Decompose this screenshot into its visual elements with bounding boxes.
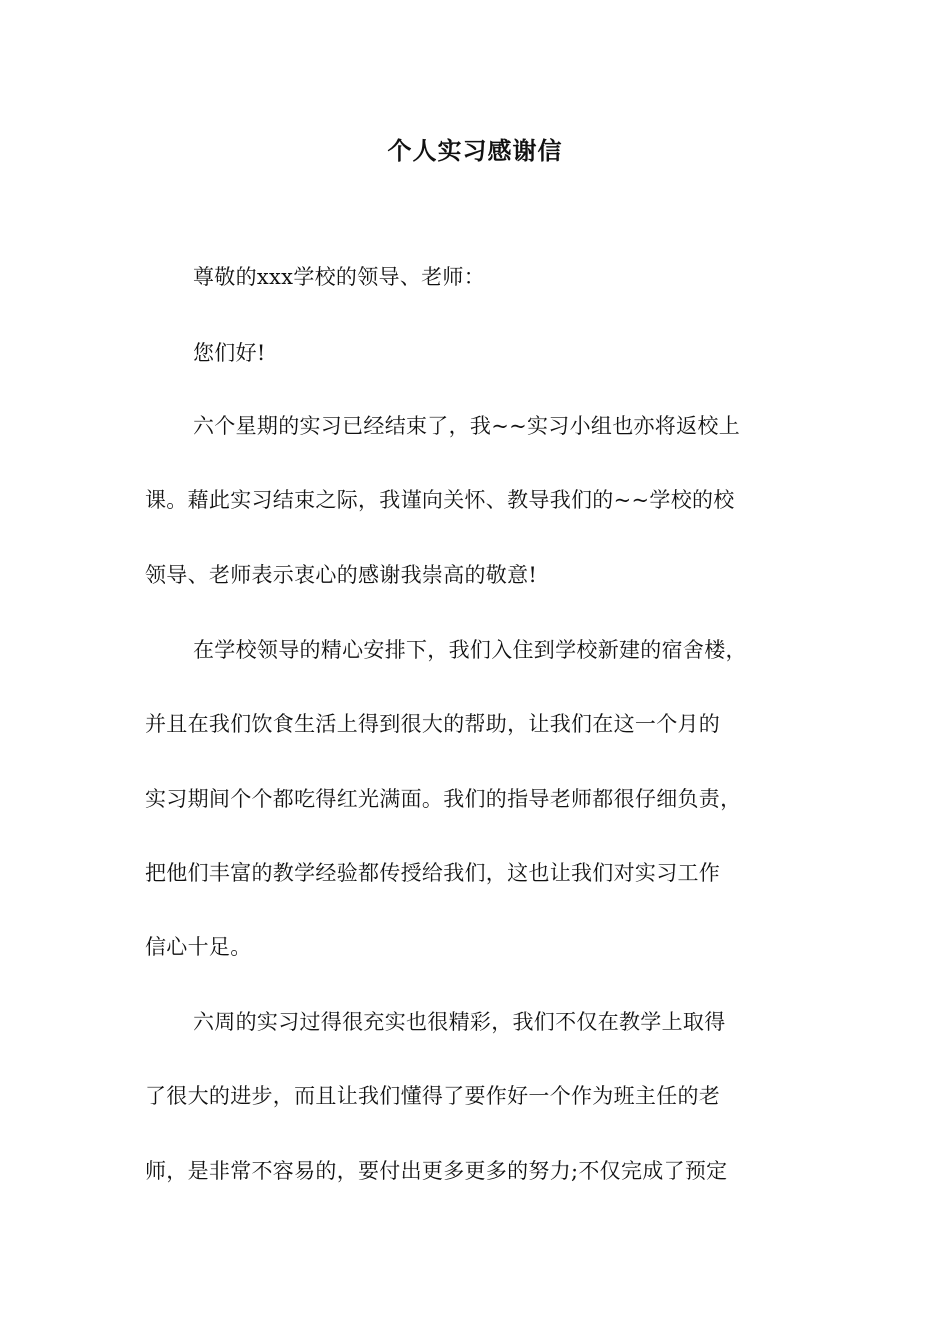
paragraph-line: 并且在我们饮食生活上得到很大的帮助，让我们在这一个月的 [145,712,721,736]
paragraph-line: 六周的实习过得很充实也很精彩，我们不仅在教学上取得 [193,1010,726,1034]
paragraph-line: 信心十足。 [145,935,252,959]
document-title: 个人实习感谢信 [387,136,563,165]
salutation-line: 尊敬的xxx学校的领导、老师： [193,265,486,289]
paragraph-line: 把他们丰富的教学经验都传授给我们，这也让我们对实习工作 [145,861,721,885]
paragraph-line: 领导、老师表示衷心的感谢我崇高的敬意! [145,563,538,587]
paragraph-line: 课。藉此实习结束之际，我谨向关怀、教导我们的~~学校的校 [145,488,735,512]
paragraph-line: 实习期间个个都吃得红光满面。我们的指导老师都很仔细负责， [145,787,742,811]
paragraph-line: 六个星期的实习已经结束了，我~~实习小组也亦将返校上 [193,414,740,438]
paragraph-line: 在学校领导的精心安排下，我们入住到学校新建的宿舍楼， [193,638,747,662]
greeting-line: 您们好! [193,341,266,365]
paragraph-line: 师，是非常不容易的，要付出更多更多的努力;不仅完成了预定 [145,1159,728,1183]
paragraph-line: 了很大的进步，而且让我们懂得了要作好一个作为班主任的老 [145,1084,721,1108]
